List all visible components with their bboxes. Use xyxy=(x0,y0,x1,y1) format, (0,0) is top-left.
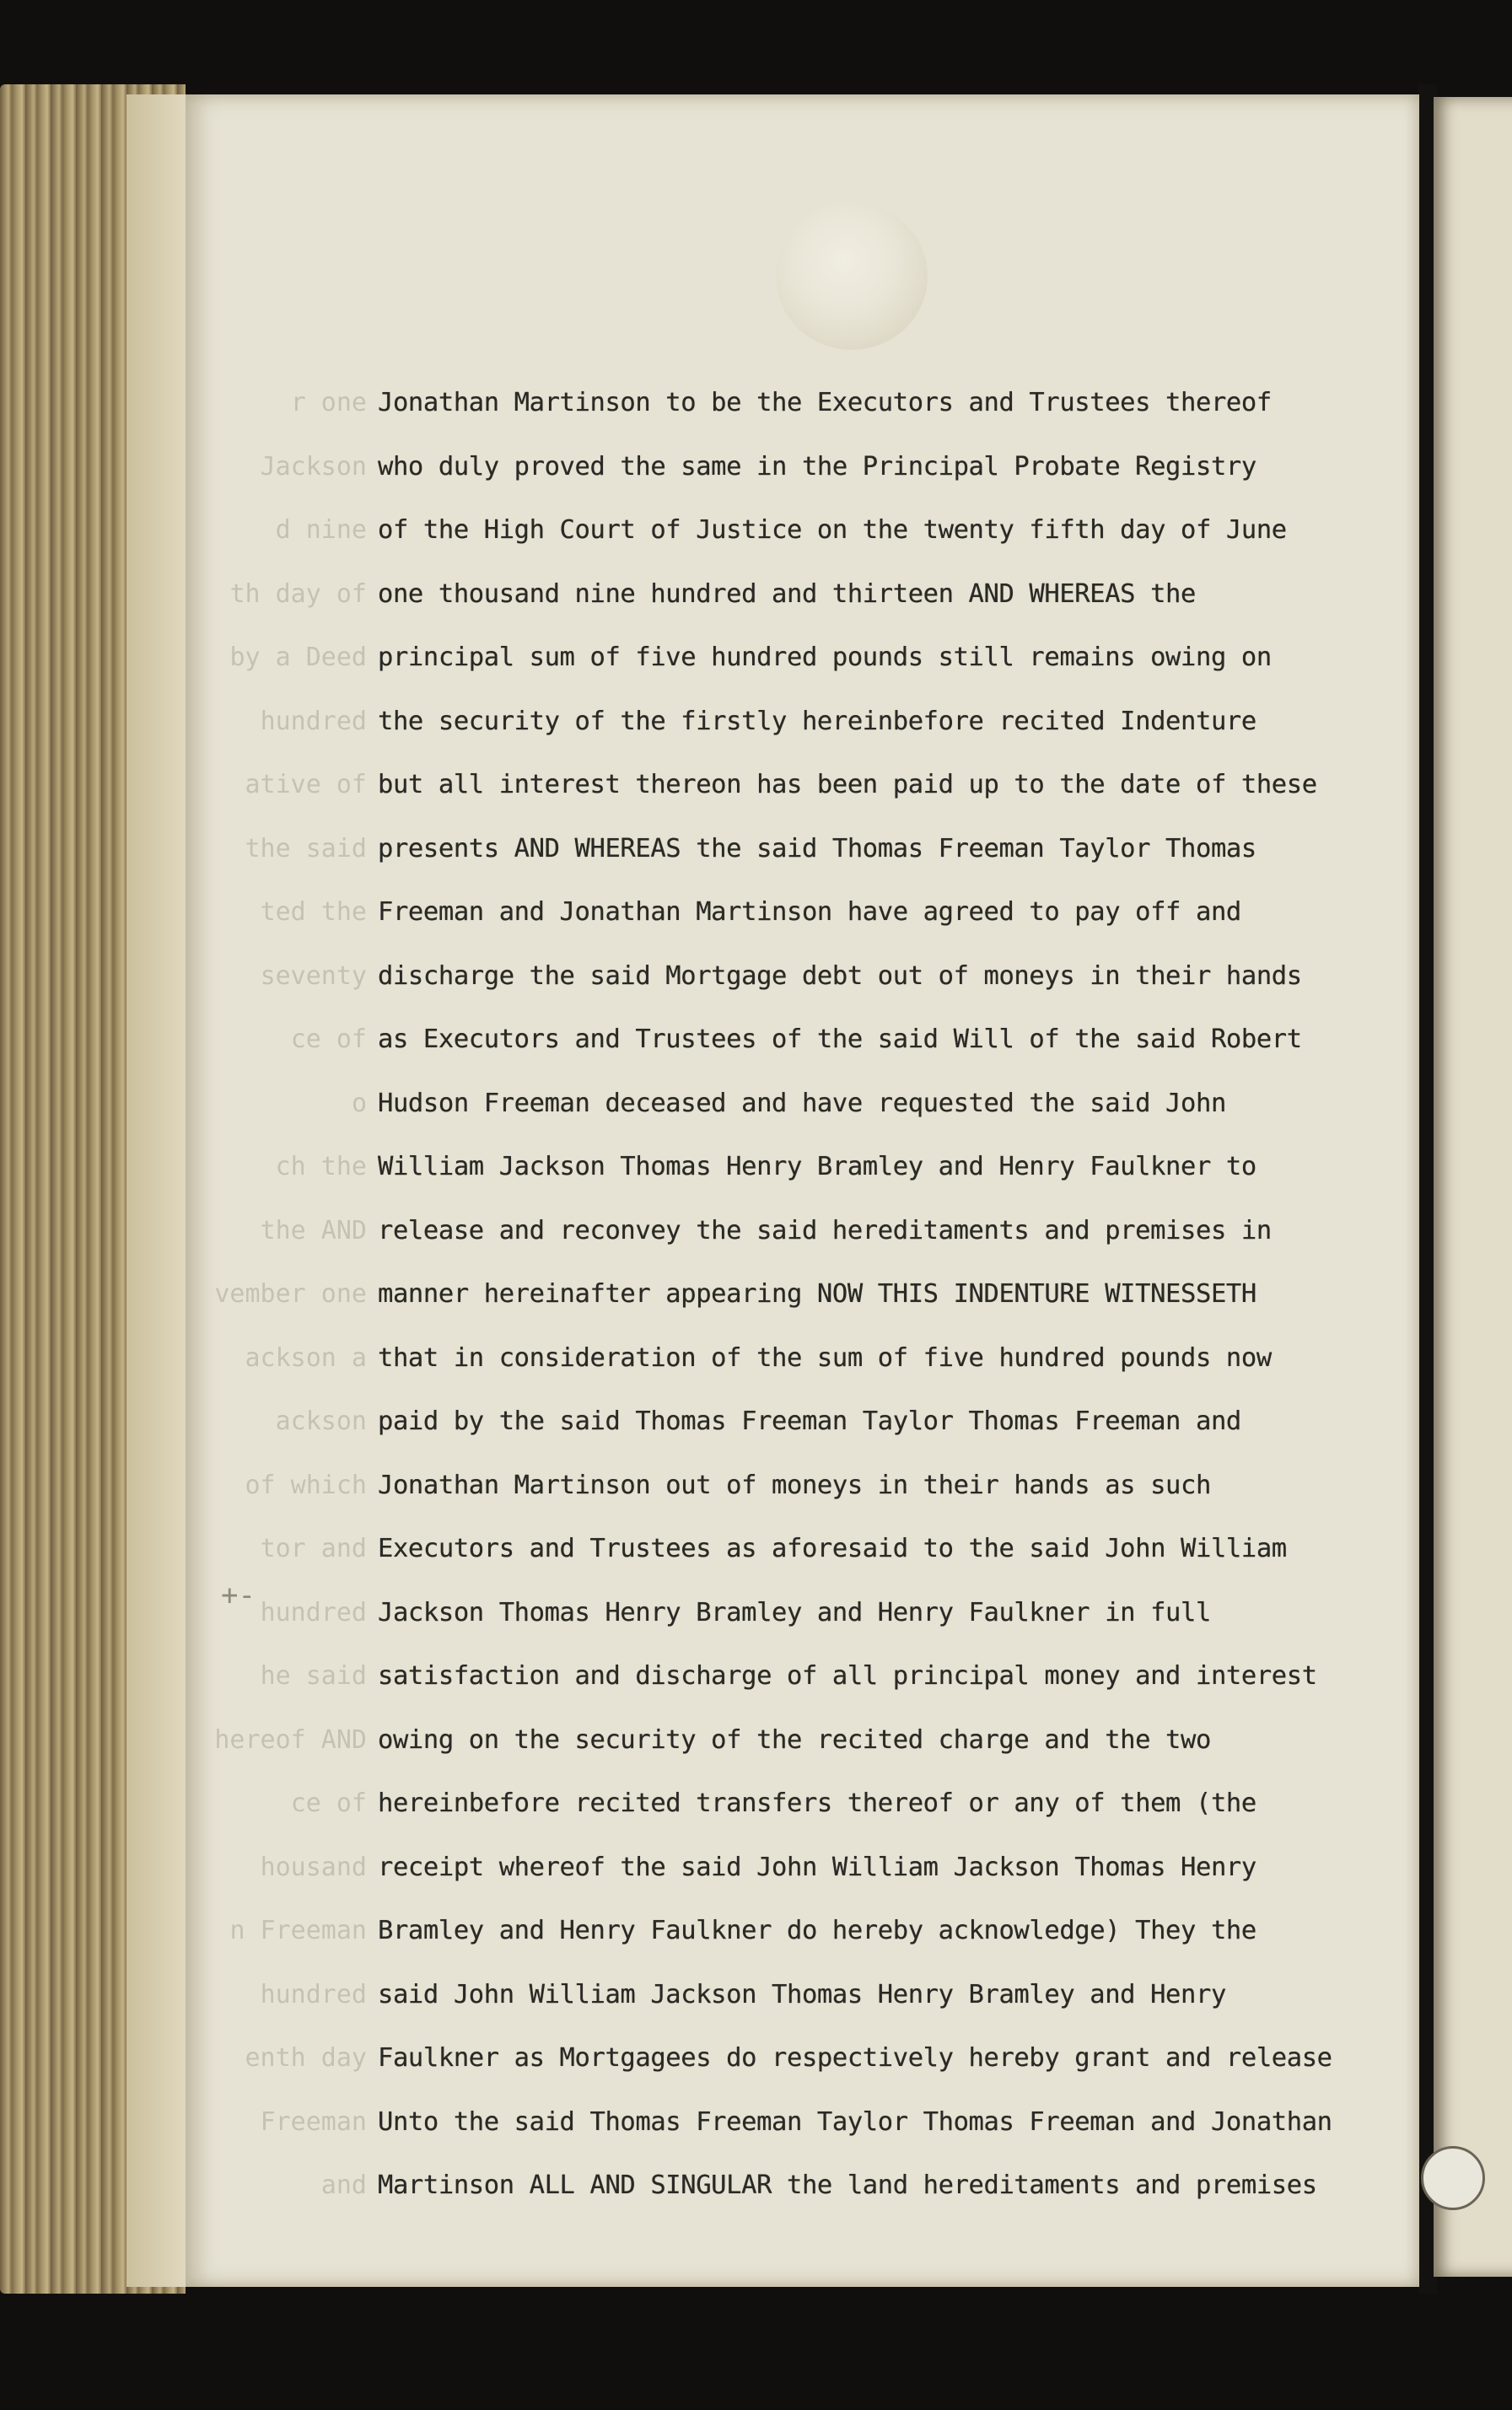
text-line: Freeman and Jonathan Martinson have agreed to pay off and xyxy=(378,897,1241,927)
text-line: paid by the said Thomas Freeman Taylor Thomas Freeman and xyxy=(378,1407,1241,1436)
facing-page-edge xyxy=(1434,97,1512,2277)
margin-mark: +- xyxy=(221,1579,256,1612)
bleed-through-text: r one Jackson d nine th day of by a Deed hundred ative of the said ted the seventy ce of o ch the the AND vember one ackson a ackson of which tor and hundred he said hereof AND ce of housand n Freeman hundred enth day Freeman and xyxy=(214,388,367,2200)
text-line: Faulkner as Mortgagees do respectively hereby grant and release xyxy=(378,2043,1332,2073)
text-line: receipt whereof the said John William Jackson Thomas Henry xyxy=(378,1852,1256,1882)
text-line: Unto the said Thomas Freeman Taylor Thomas Freeman and Jonathan xyxy=(378,2106,1332,2137)
text-line: William Jackson Thomas Henry Bramley and Henry Faulkner to xyxy=(378,1152,1256,1181)
text-line: Jonathan Martinson to be the Executors and Trustees thereof xyxy=(378,388,1272,417)
text-line: who duly proved the same in the Principal Probate Registry xyxy=(378,451,1256,481)
archive-stamp-icon xyxy=(1421,2146,1485,2210)
text-line: said John William Jackson Thomas Henry Bramley and Henry xyxy=(378,1979,1226,2009)
text-line: one thousand nine hundred and thirteen AND WHEREAS the xyxy=(378,578,1196,609)
page-edge-inner xyxy=(126,94,194,2287)
text-line: as Executors and Trustees of the said Will of the said Robert xyxy=(378,1025,1302,1054)
text-line: discharge the said Mortgage debt out of moneys in their hands xyxy=(378,960,1302,991)
typed-body xyxy=(378,371,1423,2218)
text-line: satisfaction and discharge of all principal money and interest xyxy=(378,1661,1317,1691)
text-line: the security of the firstly hereinbefore recited Indenture xyxy=(378,706,1256,736)
embossed-seal-icon xyxy=(776,202,928,350)
text-line: but all interest thereon has been paid up to the date of these xyxy=(378,770,1317,799)
text-line: release and reconvey the said hereditaments and premises in xyxy=(378,1215,1272,1245)
text-line: presents AND WHEREAS the said Thomas Freeman Taylor Thomas xyxy=(378,833,1256,863)
text-line: Bramley and Henry Faulkner do hereby acknowledge) They the xyxy=(378,1916,1256,1945)
text-line: principal sum of five hundred pounds still remains owing on xyxy=(378,643,1272,672)
text-line: that in consideration of the sum of five hundred pounds now xyxy=(378,1342,1272,1373)
text-line: owing on the security of the recited charge and the two xyxy=(378,1724,1211,1755)
text-line: manner hereinafter appearing NOW THIS INDENTURE WITNESSETH xyxy=(378,1279,1256,1309)
text-line: Executors and Trustees as aforesaid to the said John William xyxy=(378,1534,1287,1563)
text-line: Jackson Thomas Henry Bramley and Henry Faulkner in full xyxy=(378,1597,1211,1627)
text-line: hereinbefore recited transfers thereof or any of them (the xyxy=(378,1789,1256,1818)
text-line: Martinson ALL AND SINGULAR the land hereditaments and premises xyxy=(378,2171,1317,2200)
text-line: Jonathan Martinson out of moneys in their hands as such xyxy=(378,1470,1211,1500)
text-line: Hudson Freeman deceased and have requested the said John xyxy=(378,1088,1226,1118)
text-line: of the High Court of Justice on the twenty fifth day of June xyxy=(378,515,1287,545)
